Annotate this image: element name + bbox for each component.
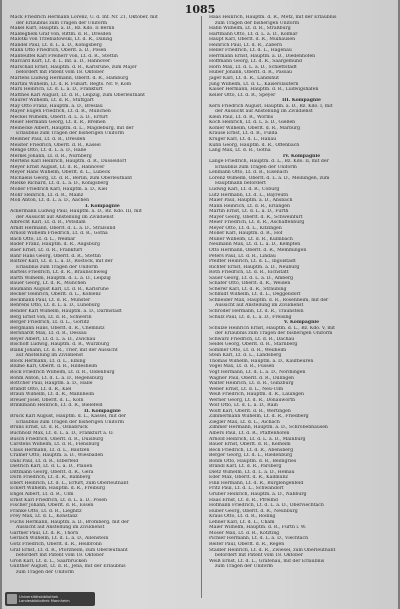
entry-line: Lehner Karl, Lt. d. L., Cham [209, 519, 275, 525]
entry-line: Erlaubnis zum Tragen der bisherigen Uniform [16, 419, 124, 425]
column-divider [201, 16, 202, 598]
entry-line: Arnold Heinrich, Lt. d. L. a. D., Mainburg [209, 436, 306, 442]
entry-line: Aussicht auf Anstellung im Zivildienst [215, 303, 304, 309]
entry-line: Huber Georg, Oberlt. d. R., Neunburg [209, 508, 298, 514]
section-heading: II. Kompagnie [84, 408, 121, 414]
entry-line: Jäger Karl, Lt. d. R., Landshut [209, 76, 279, 82]
entry-line: Schneider Max, Hauptm. d. R., Rosenheim, mit der [209, 297, 329, 303]
entry-line: der Erlaubnis zum Tragen der bisherigen Uniform [215, 331, 333, 337]
entry-line: Zimmer Hermann, Hauptm. a. D., Schrobenhausen [209, 425, 328, 431]
entry-line: Hartmann Otto, Lt. d. L. a. D., Kolmar [209, 31, 298, 37]
entry-line: Köhler Wilhelm, Oberlt. d. R., Marburg [209, 125, 301, 131]
entry-line: Eder Max, Oberlt. d. R., Kallmünz [209, 475, 288, 481]
entry-line: Kaiser Hermann, Hauptm. d. R., Ludwigshafen [209, 87, 319, 93]
entry-line: befördert mit Patent vom 18. Oktober [215, 553, 304, 559]
entry-line: Hoffmann Georg, Lt. d. R., Saargemünd [209, 59, 302, 65]
entry-line: Marschall Ernst, Hauptm. d. R., Karlsruhe, zum Major [10, 64, 137, 70]
entry-line: Lehmann Otto, Lt. d. R., Eisenach [209, 170, 288, 176]
entry-line: Buchholz Max, Lt. d. L. a. D., Frankfurt a. O. [10, 431, 114, 437]
entry-line: Bock Friedrich Wilhelm, Lt. d. R., Oldenburg [10, 370, 115, 375]
entry-line: Mielke Richard, Lt. d. L. a. D., Königsberg [10, 181, 109, 187]
entry-line: Aussicht auf Anstellung im Zivildienst [16, 525, 105, 531]
entry-line: Ackermann Ludwig Paul, Hauptm. a. D., Bz. Kdo. III, mit [10, 209, 142, 215]
entry-line: befördert mit Patent vom 18. Oktober [16, 70, 105, 76]
entry-line: Menge Otto, Lt. d. L. a. D., Halle [10, 148, 87, 154]
entry-line: Heller Friedrich, Lt. d. L., Hagenau [209, 48, 292, 54]
entry-line: der Aussicht auf Anstellung im Zivildienst [215, 109, 313, 115]
entry-line: Baer Ernst, Lt. d. R., Frankfurt [10, 247, 83, 253]
entry-line: Mohr Heinrich, Lt. d. R., Mainz [10, 192, 84, 198]
entry-line: Moser Max, Lt. d. R., Kötzting [209, 530, 280, 536]
entry-line: Michaelis Georg, Lt. d. R., Berlin, zum Oberleutnant [10, 175, 133, 181]
library-badge [5, 592, 95, 606]
entry-line: Schwarz Friedrich, Lt. d. R., Dachau [209, 336, 295, 342]
entry-line: Martens Ludwig Hermann, Oberlt. d. R., Hamburg [10, 76, 129, 82]
entry-line: Schulz Paul, Lt. d. L. a. D., Freising [209, 314, 292, 320]
entry-line: Vogel Max, Lt. d. R., Füssen [209, 364, 275, 370]
entry-line: Albers Paul, Lt. d. R., Pfaffenhofen [209, 431, 290, 437]
entry-line: Lutz Hermann, Lt. d. L., Bayreuth [209, 192, 289, 198]
document-page [2, 0, 398, 609]
entry-line: Ludwig Karl, Lt. d. R., Coburg [209, 186, 280, 192]
entry-line: Block Hermann, Lt. d. L., Elbing [10, 358, 86, 364]
entry-line: Meier Friedrich, Lt. d. R., Aschaffenburg [209, 220, 305, 226]
entry-line: Huber Johann, Oberlt. d. R., Passau [209, 70, 293, 76]
entry-line: May Otto Franz, Hauptm. a. D., Breslau [10, 103, 103, 109]
entry-line: Carstens Wilhelm, Lt. d. R., Flensburg [10, 442, 100, 448]
entry-line: Weiß Friedrich, Hauptm. d. R., Lauingen [209, 392, 304, 398]
entry-line: Herrmann Ernst, Hauptm. a. D., Diedenhofen [209, 53, 316, 59]
section-heading: V. Kompagnie [283, 320, 320, 326]
entry-line: Weber Ernst, Lt. d. L., Neu-Ulm [209, 386, 284, 392]
entry-line: Mayer Eugen Friedrich, Lt. d. R., München [10, 109, 111, 115]
entry-line: Schäfer Otto, Oberlt. d. R., Weiden [209, 281, 291, 287]
entry-line: Meckel Wilhelm, Oberlt. d. L. a. D., Erfurt [10, 114, 108, 120]
entry-line: Lang Max, Lt. d. R., Gotha [209, 148, 271, 154]
entry-line: Müller Wilhelm, Lt. d. R., Kulmbach [209, 236, 293, 242]
entry-line: Schulze Heinrich Ernst, Hauptm. d. L., Bz. Kdo. V, mit [209, 325, 336, 331]
entry-line: Wolff Karl, Oberlt. d. R., Wertingen [209, 408, 291, 414]
entry-line: Bergmann Hans, Oberlt. d. R., Chemnitz [10, 325, 105, 331]
entry-line: Heinrich Paul, Lt. d. R., Zabern [209, 42, 283, 48]
entry-line: Bauer Ernst, Oberlt. d. R., Kelheim [209, 442, 291, 448]
entry-line: Scherer Karl, Lt. d. R., Straubing [209, 286, 287, 292]
entry-line: auf Anstellung im Zivildienst [16, 353, 84, 359]
library-logo-icon [7, 594, 17, 604]
entry-line: Werner Georg, Lt. d. R., Donauwörth [209, 397, 296, 403]
entry-line: Lorenz Wilhelm, Oberlt. d. L. a. D., Meiningen, zum [209, 175, 330, 181]
entry-line: Brandl Karl, Lt. d. R., Parsberg [209, 464, 282, 470]
entry-line: Maier Paul, Hauptm. a. D., Ansbach [209, 198, 293, 204]
entry-line: Erlaubnis zum Tragen der Uniform [16, 264, 98, 270]
entry-line: Böttcher Paul, Hauptm. a. D., Halle [10, 381, 93, 387]
entry-line: Merkel Johann, Lt. d. R., Nürnberg [10, 153, 92, 159]
entry-line: Schröder Hermann, Lt. d. R., Traunstein [209, 308, 304, 314]
entry-line: Haas Heinrich, Hauptm. d. R., Metz, mit der Erlaubnis [209, 15, 337, 20]
entry-line: Horn Max, Lt. d. L. a. D., Schlettstadt [209, 64, 297, 70]
entry-line: Berger Georg, Lt. d. L., Riedenburg [209, 453, 293, 459]
section-heading: IV. Kompagnie [282, 153, 321, 159]
entry-line: Brück Karl August, Hauptm. d. L., Kassel, mit der [10, 414, 126, 420]
entry-line: zum Tragen der bisherigen Uniform [215, 20, 300, 26]
entry-line: Eckert Wilhelm, Hauptm. d. R., Freiburg [10, 486, 106, 492]
entry-line: Mayer Georg, Oberlt. d. R., Schweinfurt [209, 214, 303, 220]
entry-line: Erlaubnis zum Tragen der Uniform [215, 164, 297, 170]
entry-line: Meyer Otto, Lt. d. L., Kitzingen [209, 225, 282, 231]
entry-line: Vogt Hermann, Lt. d. L. a. D., Nördlingen [209, 370, 306, 375]
page-number: 1085 [184, 3, 216, 16]
entry-line: Albrecht Karl, Lt. d. R., Potsdam [10, 220, 86, 226]
entry-line: Dorn Friedrich, Lt. d. R., Bamberg [10, 475, 91, 481]
entry-line: Frey Max, Lt. d. L., Konstanz [10, 514, 78, 520]
entry-line: Manteuffel Karl Freiherr von, Lt. d. R., Stettin [10, 53, 118, 59]
entry-line: Richter Ernst, Hauptm. a. D., Neuburg [209, 264, 300, 270]
entry-line: Mandel Paul, Lt. d. L. a. D., Königsberg [10, 42, 102, 48]
entry-line: Keller Otto, Lt. d. R., Speyer [209, 92, 276, 98]
entry-line: Zimmermann Wilhelm, Lt. d. R., Friedberg [209, 414, 309, 420]
entry-line: Pfeiffer Heinrich, Lt. d. L., Ingolstadt [209, 259, 296, 265]
entry-line: Roth Friedrich, Lt. d. R., Eichstätt [209, 270, 289, 276]
entry-line: Dietz Wilhelm, Lt. d. L. a. D., Hemau [209, 469, 295, 475]
entry-line: Hofmann Friedrich, Lt. d. L. a. D., Oberviechtach [209, 503, 324, 509]
entry-line: Mann Heinrich, Lt. d. R., Erlangen [209, 203, 290, 209]
entry-line: Bahr Hans Georg, Oberlt. d. R., Stettin [10, 253, 101, 259]
entry-line: Bach Otto, Lt. d. L., Weimar [10, 236, 76, 242]
entry-line: Graf Ernst, Lt. d. R., Pforzheim, zum Oberleutnant [10, 547, 128, 553]
entry-line: Beyer Albert, Lt. d. L. a. D., Zwickau [10, 336, 96, 342]
entry-line: Walter Heinrich, Lt. d. R., Günzburg [209, 381, 294, 387]
badge-line-2: Landesbibliothek Mannheim [19, 599, 70, 603]
entry-line: Schmidt Wilhelm, Lt. d. L., Deggendorf [209, 292, 301, 298]
entry-line: Beck Friedrich, Lt. d. R., Abensberg [209, 447, 294, 453]
entry-line: Moll Anton, Lt. d. L. a. D., Aachen [10, 198, 90, 204]
entry-line: zum Tragen der Uniform [16, 569, 74, 575]
entry-line: zum Tragen der Uniform [215, 564, 273, 570]
entry-line: Pichler Hermann, Lt. d. L. a. D., Viechtach [209, 536, 309, 542]
entry-line: Bernhardt Max, Lt. d. R., Dessau [10, 331, 87, 337]
entry-line: Haas Ernst, Lt. d. R., Pfreimd [209, 497, 278, 503]
entry-line: Böhm Otto, Hauptm. d. R., Beilngries [209, 458, 297, 464]
entry-line: Stein Karl, Lt. d. L., Landsberg [209, 353, 282, 359]
entry-line: Thomas Wilhelm, Hauptm. a. D., Kaufbeuren [209, 358, 314, 364]
entry-line: Breuer Josef, Oberlt. d. L., Köln [10, 397, 84, 403]
entry-line: Gruber Heinrich, Hauptm. a. D., Nabburg [209, 492, 307, 498]
entry-line: Mann Otto Friedrich, Oberlt. a. D., Posen [10, 48, 107, 54]
entry-line: Bader Franz, Hauptm. d. R., Augsburg [10, 242, 100, 248]
entry-line: Claus Hermann, Lt. d. L., Bautzen [10, 447, 90, 453]
entry-line: Dietrich Karl, Lt. d. L. a. D., Plauen [10, 464, 93, 470]
entry-line: Hauptmann befördert [215, 181, 266, 187]
entry-line: Bruns Ernst, Lt. d. R., Osnabrück [10, 425, 88, 431]
entry-line: Franke Otto, Lt. d. R., Liegnitz [10, 508, 82, 514]
entry-line: Klein Paul, Lt. d. R., Worms [209, 114, 274, 120]
entry-line: Makel Kurt, Hauptm. a. D., Bz. Kdo. II Berlin [10, 26, 115, 32]
entry-line: Groß Karl, Lt. d. L., Saarbrücken [10, 558, 87, 564]
entry-line: Meißner Paul, Lt. d. R., Dresden [10, 137, 86, 143]
entry-line: Engel Albert, Lt. d. R., Ulm [10, 492, 74, 498]
entry-line: Brinkmann Heinrich, Lt. d. R., Bielefeld [10, 403, 103, 409]
entry-line: Götz Friedrich, Oberlt. d. R., Heilbronn [10, 541, 102, 547]
entry-line: Fuchs Hermann, Hauptm. a. D., Bromberg, mit der [10, 519, 130, 525]
entry-line: Baltzer Karl, Lt. d. L. a. D., Rostock, mit der [10, 259, 113, 265]
entry-line: Fischer Johann, Oberlt. d. R., Essen [10, 503, 94, 509]
entry-line: Böhm Anton, Lt. d. L. a. D., Regensburg [10, 375, 104, 381]
entry-line: Berger Friedrich, Lt. d. L., Görlitz [10, 320, 90, 326]
entry-line: Stadler Heinrich, Lt. d. R., Zwiesel, zum Oberleutnant [209, 547, 336, 553]
entry-line: Marcard Kurt, Lt. d. L. Inf. a. D., Hannover [10, 59, 111, 65]
entry-line: Sommer Otto, Lt. d. R., Weilheim [209, 347, 287, 353]
entry-line: Lange Friedrich, Hauptm. d. L., Bz. Kdo. II, mit der [209, 159, 329, 165]
entry-line: Bischoff Ludwig, Hauptm. d. R., Würzburg [10, 342, 110, 348]
entry-line: Maurer Wilhelm, Lt. d. R., Stuttgart [10, 98, 94, 104]
entry-line: Matthes Karl August, Lt. d. R., Leipzig, zum Oberleutnant [10, 92, 145, 98]
entry-line: Bender Karl Wilhelm, Hauptm. a. D., Darmstadt [10, 308, 122, 314]
entry-line: Gärtner Paul, Lt. d. R., Thorn [10, 530, 79, 536]
entry-line: Neumann Max, Lt. d. L. a. D., Kempten [209, 242, 301, 248]
entry-line: Marx Heinrich, Lt. d. L. a. D., Frankfurt [10, 87, 103, 93]
entry-line: Kraus Otto, Lt. d. R., Roding [209, 514, 276, 520]
entry-line: Weiß Ernst, Lt. d. L., Grafenau, mit der Erlaubnis [209, 558, 325, 564]
entry-line: Haupt Karl, Oberlt. d. R., Mülhausen [209, 37, 296, 43]
entry-line: Arnold Wilhelm Friedrich, Lt. d. R., Gotha [10, 231, 108, 237]
entry-line: Ebert Heinrich, Lt. d. L., Erfurt, zum Oberleutnant [10, 480, 129, 486]
section-heading: I. Kompagnie [85, 203, 120, 209]
entry-line: Krause Ernst, Lt. d. R., Fulda [209, 131, 278, 137]
entry-line: Bartels Friedrich, Lt. d. R., Braunschweig [10, 270, 108, 276]
entry-line: Bauer Georg, Lt. d. R., München [10, 281, 87, 287]
entry-line: Barth Wilhelm, Hauptm. d. L. a. D., Leipzig [10, 275, 111, 281]
entry-line: Meyer Hans Wilhelm, Oberlt. d. L., Lübeck [10, 170, 111, 176]
entry-line: Möller Karl, Hauptm. d. R., Hof [209, 231, 283, 237]
entry-line: Jung Wilhelm, Lt. d. L., Kaiserslautern [209, 81, 299, 87]
entry-line: Brandt Otto, Lt. d. R., Kiel [10, 386, 72, 392]
entry-line: Krüger Karl, Lt. d. L., Hanau [209, 137, 277, 143]
entry-line: Beckmann Paul, Lt. d. R., Münster [10, 297, 91, 303]
entry-line: Malotki von Trzebiatowski, Lt. d. R., Danzig [10, 37, 113, 43]
entry-line: Sauer Georg, Lt. d. L. a. D., Amberg [209, 275, 294, 281]
entry-line: Meier Hermann Georg, Lt. d. R., Bremen [10, 120, 106, 126]
entry-line: Seidel Georg, Oberlt. d. R., Starnberg [209, 342, 298, 348]
entry-line: Erlaubnis zum Tragen der bisherigen Uniform [16, 131, 124, 137]
entry-line: Ernst Karl Friedrich, Lt. d. L. a. D., Posen [10, 497, 108, 503]
entry-line: Martin Ernst, Lt. d. L. a. D., Fürth [209, 209, 289, 215]
entry-line: Kern Friedrich August, Hauptm. a. D., Bz. Kdo. I, mit [209, 103, 333, 109]
entry-line: Martini Wilhelm, Lt. d. R. Fußart. Regts. Nr. 9, Köln [10, 81, 132, 87]
entry-line: Becker Heinrich, Oberlt. d. L., Koblenz [10, 292, 101, 298]
entry-line: Peters Paul, Lt. d. R., Lindau [209, 253, 276, 259]
entry-line: Mack Friedrich Hermann Lorenz, U. d. Inf. Nr. 21, Oktober, mit [10, 15, 158, 20]
entry-line: Koch Heinrich, Lt. d. L. a. D., Gießen [209, 120, 296, 126]
entry-line: Gerlach Wilhelm, Lt. d. L. a. D., Allenstein [10, 536, 109, 542]
entry-line: Fritz Paul, Lt. d. L., Schwandorf [209, 486, 284, 492]
left-column [10, 15, 195, 575]
entry-line: Braun Wilhelm, Lt. d. R., Mannheim [10, 392, 95, 398]
entry-line: der Erlaubnis zum Tragen der Uniform [16, 20, 108, 26]
entry-line: Maldeghem Graf von, Rittm. d. R., Dresden [10, 31, 112, 37]
entry-line: Wagner Paul, Oberlt. d. R., Dillingen [209, 375, 294, 381]
entry-line: befördert mit Patent vom 18. Oktober [16, 553, 105, 559]
entry-line: Busch Friedrich, Oberlt. d. R., Duisburg [10, 436, 104, 442]
badge-line-1: Universitätsbibliothek [19, 594, 59, 599]
entry-line: Behrens Otto, Lt. d. L. a. D., Lüneburg [10, 303, 100, 309]
entry-line: Dahl Paul, Lt. d. R., Elberfeld [10, 458, 79, 464]
entry-line: Cramer Otto, Hauptm. a. D., Wiesbaden [10, 453, 104, 459]
entry-line: Meister Friedrich, Oberlt. d. R., Kassel [10, 142, 101, 148]
entry-line: Hahn Wilhelm, Lt. d. R., Straßburg [209, 26, 291, 32]
entry-line: Baumann August Karl, Lt. d. R., Karlsruhe [10, 286, 109, 292]
entry-line: Mertens Karl Heinrich, Hauptm. d. R., Düsseldorf [10, 159, 127, 165]
entry-line: Möller Friedrich Karl, Hauptm. a. D., Kiel [10, 186, 108, 192]
entry-line: Reiter Paul, Oberlt. d. R., Regen [209, 541, 285, 547]
entry-line: Blank Johann, Lt. d. R., Trier, mit der Aussicht [10, 347, 118, 353]
entry-line: Berg Ernst von, Lt. d. R., Schwerin [10, 314, 92, 320]
entry-line: Kuhn Georg, Hauptm. d. R., Offenbach [209, 142, 300, 148]
entry-line: der Aussicht auf Anstellung im Zivildienst [16, 214, 114, 220]
entry-line: Fink Hermann, Lt. d. R., Burglengenfeld [209, 480, 304, 486]
entry-line: Otto Hermann, Oberlt. d. R., Memmingen [209, 247, 307, 253]
entry-line: Arndt Hermann, Oberlt. d. L. a. D., Stralsund [10, 225, 116, 231]
entry-line: Maier Wilhelm, Hauptm. d. R., Furth i. W. [209, 525, 307, 531]
entry-line: Meinecke Albert, Hauptm. d. L., Magdeburg, mit der [10, 125, 134, 131]
entry-line: Wolf Otto, Lt. d. L. a. D., Rain [209, 403, 278, 409]
entry-line: Blume Karl, Oberlt. d. R., Hildesheim [10, 364, 98, 370]
section-heading: III. Kompagnie [282, 98, 321, 104]
entry-line: Ziegler Max, Lt. d. L., Aichach [209, 419, 280, 425]
entry-line: Günther August, Lt. d. R., Jena, mit der Erlaubnis [10, 564, 126, 570]
entry-line: Dittmann Georg, Oberlt. d. R., Gera [10, 469, 94, 475]
entry-line: Meyer Ernst August, Lt. d. R., Hannover [10, 164, 105, 170]
right-column [209, 15, 394, 570]
